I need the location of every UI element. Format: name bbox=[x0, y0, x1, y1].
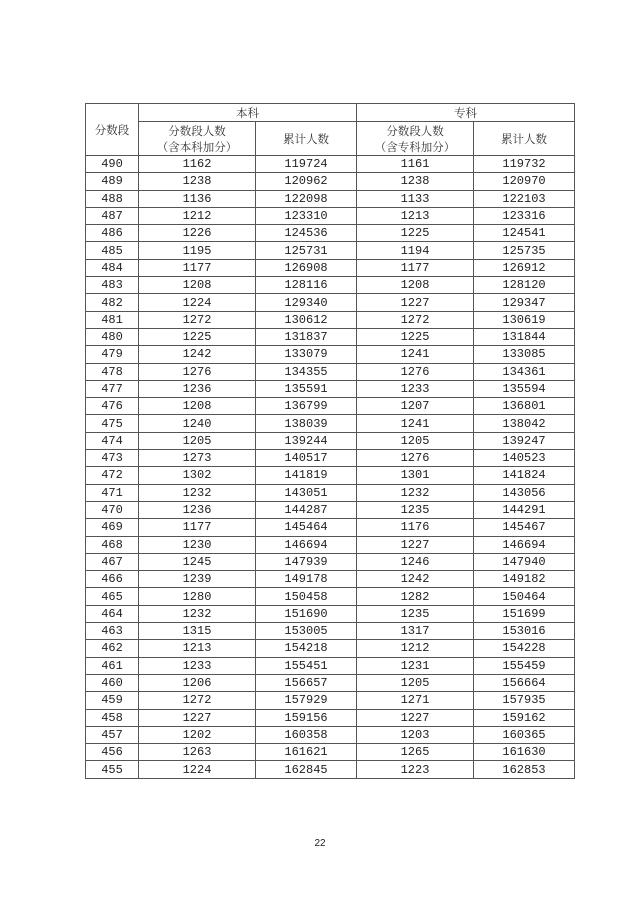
table-row bbox=[86, 519, 575, 536]
zhuanke-cumulative-cell: 130619 bbox=[474, 311, 575, 328]
benke-cumulative-cell: 134355 bbox=[256, 363, 357, 380]
benke-cumulative-cell: 129340 bbox=[256, 294, 357, 311]
zhuanke-count-cell: 1317 bbox=[357, 623, 474, 640]
table-row bbox=[86, 432, 575, 449]
score-cell: 488 bbox=[86, 190, 139, 207]
zhuanke-cumulative-cell: 135594 bbox=[474, 380, 575, 397]
benke-cumulative-cell: 147939 bbox=[256, 553, 357, 570]
header-score-band: 分数段 bbox=[86, 104, 139, 156]
benke-count-cell: 1272 bbox=[139, 311, 256, 328]
benke-count-cell: 1232 bbox=[139, 484, 256, 501]
zhuanke-cumulative-cell: 159162 bbox=[474, 709, 575, 726]
benke-count-cell: 1272 bbox=[139, 692, 256, 709]
benke-count-cell: 1233 bbox=[139, 657, 256, 674]
table-row bbox=[86, 744, 575, 761]
benke-count-cell: 1276 bbox=[139, 363, 256, 380]
benke-cumulative-cell: 150458 bbox=[256, 588, 357, 605]
score-cell: 456 bbox=[86, 744, 139, 761]
table-row bbox=[86, 242, 575, 259]
benke-count-cell: 1212 bbox=[139, 207, 256, 224]
score-cell: 490 bbox=[86, 156, 139, 173]
score-cell: 473 bbox=[86, 450, 139, 467]
zhuanke-count-cell: 1225 bbox=[357, 328, 474, 345]
benke-cumulative-cell: 139244 bbox=[256, 432, 357, 449]
zhuanke-cumulative-cell: 144291 bbox=[474, 501, 575, 518]
benke-count-cell: 1195 bbox=[139, 242, 256, 259]
score-cell: 463 bbox=[86, 623, 139, 640]
benke-count-cell: 1162 bbox=[139, 156, 256, 173]
table-row bbox=[86, 398, 575, 415]
score-cell: 479 bbox=[86, 346, 139, 363]
benke-count-cell: 1224 bbox=[139, 294, 256, 311]
zhuanke-cumulative-cell: 155459 bbox=[474, 657, 575, 674]
benke-count-cell: 1136 bbox=[139, 190, 256, 207]
benke-count-cell: 1177 bbox=[139, 259, 256, 276]
benke-cumulative-cell: 119724 bbox=[256, 156, 357, 173]
table-row bbox=[86, 173, 575, 190]
score-cell: 470 bbox=[86, 501, 139, 518]
benke-cumulative-cell: 157929 bbox=[256, 692, 357, 709]
table-row bbox=[86, 588, 575, 605]
benke-count-cell: 1236 bbox=[139, 380, 256, 397]
zhuanke-count-cell: 1194 bbox=[357, 242, 474, 259]
header-zhuanke-count-label: 分数段人数 bbox=[386, 123, 444, 138]
benke-cumulative-cell: 155451 bbox=[256, 657, 357, 674]
score-cell: 480 bbox=[86, 328, 139, 345]
zhuanke-cumulative-cell: 140523 bbox=[474, 450, 575, 467]
zhuanke-count-cell: 1208 bbox=[357, 277, 474, 294]
zhuanke-cumulative-cell: 154228 bbox=[474, 640, 575, 657]
benke-count-cell: 1245 bbox=[139, 553, 256, 570]
benke-count-cell: 1226 bbox=[139, 225, 256, 242]
table-row bbox=[86, 311, 575, 328]
benke-cumulative-cell: 135591 bbox=[256, 380, 357, 397]
zhuanke-count-cell: 1276 bbox=[357, 363, 474, 380]
benke-count-cell: 1205 bbox=[139, 432, 256, 449]
zhuanke-cumulative-cell: 150464 bbox=[474, 588, 575, 605]
zhuanke-count-cell: 1282 bbox=[357, 588, 474, 605]
score-cell: 482 bbox=[86, 294, 139, 311]
table-row bbox=[86, 277, 575, 294]
header-benke-count bbox=[139, 122, 256, 156]
zhuanke-cumulative-cell: 160365 bbox=[474, 726, 575, 743]
score-cell: 489 bbox=[86, 173, 139, 190]
zhuanke-count-cell: 1207 bbox=[357, 398, 474, 415]
zhuanke-cumulative-cell: 145467 bbox=[474, 519, 575, 536]
zhuanke-cumulative-cell: 162853 bbox=[474, 761, 575, 778]
score-cell: 487 bbox=[86, 207, 139, 224]
score-cell: 462 bbox=[86, 640, 139, 657]
table-row bbox=[86, 657, 575, 674]
zhuanke-cumulative-cell: 141824 bbox=[474, 467, 575, 484]
zhuanke-cumulative-cell: 133085 bbox=[474, 346, 575, 363]
benke-cumulative-cell: 160358 bbox=[256, 726, 357, 743]
zhuanke-count-cell: 1232 bbox=[357, 484, 474, 501]
table-row bbox=[86, 692, 575, 709]
table-row bbox=[86, 225, 575, 242]
zhuanke-cumulative-cell: 119732 bbox=[474, 156, 575, 173]
table-body bbox=[86, 156, 575, 779]
score-cell: 461 bbox=[86, 657, 139, 674]
zhuanke-count-cell: 1231 bbox=[357, 657, 474, 674]
zhuanke-cumulative-cell: 143056 bbox=[474, 484, 575, 501]
table-row bbox=[86, 674, 575, 691]
benke-cumulative-cell: 162845 bbox=[256, 761, 357, 778]
benke-cumulative-cell: 144287 bbox=[256, 501, 357, 518]
zhuanke-cumulative-cell: 124541 bbox=[474, 225, 575, 242]
table-row bbox=[86, 346, 575, 363]
benke-cumulative-cell: 136799 bbox=[256, 398, 357, 415]
benke-cumulative-cell: 153005 bbox=[256, 623, 357, 640]
benke-cumulative-cell: 124536 bbox=[256, 225, 357, 242]
zhuanke-count-cell: 1225 bbox=[357, 225, 474, 242]
table-row bbox=[86, 605, 575, 622]
benke-count-cell: 1177 bbox=[139, 519, 256, 536]
zhuanke-cumulative-cell: 136801 bbox=[474, 398, 575, 415]
benke-cumulative-cell: 149178 bbox=[256, 571, 357, 588]
benke-cumulative-cell: 151690 bbox=[256, 605, 357, 622]
score-cell: 472 bbox=[86, 467, 139, 484]
zhuanke-count-cell: 1276 bbox=[357, 450, 474, 467]
zhuanke-cumulative-cell: 151699 bbox=[474, 605, 575, 622]
benke-cumulative-cell: 143051 bbox=[256, 484, 357, 501]
table-row bbox=[86, 640, 575, 657]
zhuanke-count-cell: 1205 bbox=[357, 432, 474, 449]
zhuanke-count-cell: 1133 bbox=[357, 190, 474, 207]
header-zhuanke: 专科 bbox=[357, 104, 575, 122]
zhuanke-count-cell: 1235 bbox=[357, 605, 474, 622]
score-cell: 484 bbox=[86, 259, 139, 276]
score-cell: 459 bbox=[86, 692, 139, 709]
score-cell: 469 bbox=[86, 519, 139, 536]
header-benke-count-note: （含本科加分） bbox=[156, 139, 238, 154]
benke-cumulative-cell: 138039 bbox=[256, 415, 357, 432]
zhuanke-cumulative-cell: 138042 bbox=[474, 415, 575, 432]
score-cell: 477 bbox=[86, 380, 139, 397]
score-cell: 458 bbox=[86, 709, 139, 726]
zhuanke-cumulative-cell: 122103 bbox=[474, 190, 575, 207]
table-row bbox=[86, 156, 575, 173]
zhuanke-cumulative-cell: 125735 bbox=[474, 242, 575, 259]
benke-cumulative-cell: 120962 bbox=[256, 173, 357, 190]
header-benke-count-label: 分数段人数 bbox=[168, 123, 226, 138]
score-cell: 466 bbox=[86, 571, 139, 588]
benke-count-cell: 1202 bbox=[139, 726, 256, 743]
benke-cumulative-cell: 126908 bbox=[256, 259, 357, 276]
zhuanke-count-cell: 1227 bbox=[357, 536, 474, 553]
table-row bbox=[86, 467, 575, 484]
benke-cumulative-cell: 123310 bbox=[256, 207, 357, 224]
benke-count-cell: 1206 bbox=[139, 674, 256, 691]
benke-count-cell: 1208 bbox=[139, 398, 256, 415]
benke-cumulative-cell: 130612 bbox=[256, 311, 357, 328]
score-cell: 478 bbox=[86, 363, 139, 380]
zhuanke-count-cell: 1238 bbox=[357, 173, 474, 190]
table-row bbox=[86, 294, 575, 311]
benke-cumulative-cell: 161621 bbox=[256, 744, 357, 761]
table-row bbox=[86, 761, 575, 778]
benke-cumulative-cell: 140517 bbox=[256, 450, 357, 467]
table-row bbox=[86, 571, 575, 588]
zhuanke-cumulative-cell: 128120 bbox=[474, 277, 575, 294]
score-cell: 460 bbox=[86, 674, 139, 691]
table-row bbox=[86, 501, 575, 518]
table-row bbox=[86, 380, 575, 397]
table-row bbox=[86, 484, 575, 501]
score-cell: 457 bbox=[86, 726, 139, 743]
benke-count-cell: 1280 bbox=[139, 588, 256, 605]
zhuanke-cumulative-cell: 129347 bbox=[474, 294, 575, 311]
benke-count-cell: 1224 bbox=[139, 761, 256, 778]
zhuanke-cumulative-cell: 153016 bbox=[474, 623, 575, 640]
score-cell: 483 bbox=[86, 277, 139, 294]
benke-count-cell: 1225 bbox=[139, 328, 256, 345]
score-cell: 464 bbox=[86, 605, 139, 622]
score-cell: 471 bbox=[86, 484, 139, 501]
zhuanke-count-cell: 1177 bbox=[357, 259, 474, 276]
zhuanke-count-cell: 1213 bbox=[357, 207, 474, 224]
benke-cumulative-cell: 125731 bbox=[256, 242, 357, 259]
zhuanke-cumulative-cell: 161630 bbox=[474, 744, 575, 761]
score-cell: 465 bbox=[86, 588, 139, 605]
zhuanke-cumulative-cell: 146694 bbox=[474, 536, 575, 553]
benke-count-cell: 1227 bbox=[139, 709, 256, 726]
table-row bbox=[86, 726, 575, 743]
table-row bbox=[86, 363, 575, 380]
benke-count-cell: 1239 bbox=[139, 571, 256, 588]
table-row bbox=[86, 536, 575, 553]
benke-cumulative-cell: 159156 bbox=[256, 709, 357, 726]
zhuanke-cumulative-cell: 134361 bbox=[474, 363, 575, 380]
table-row bbox=[86, 709, 575, 726]
zhuanke-count-cell: 1176 bbox=[357, 519, 474, 536]
zhuanke-cumulative-cell: 156664 bbox=[474, 674, 575, 691]
benke-count-cell: 1236 bbox=[139, 501, 256, 518]
zhuanke-count-cell: 1233 bbox=[357, 380, 474, 397]
zhuanke-count-cell: 1161 bbox=[357, 156, 474, 173]
benke-cumulative-cell: 133079 bbox=[256, 346, 357, 363]
score-cell: 474 bbox=[86, 432, 139, 449]
zhuanke-count-cell: 1271 bbox=[357, 692, 474, 709]
header-zhuanke-cumulative: 累计人数 bbox=[474, 122, 575, 156]
zhuanke-cumulative-cell: 139247 bbox=[474, 432, 575, 449]
zhuanke-count-cell: 1272 bbox=[357, 311, 474, 328]
benke-cumulative-cell: 156657 bbox=[256, 674, 357, 691]
zhuanke-cumulative-cell: 157935 bbox=[474, 692, 575, 709]
table-row bbox=[86, 415, 575, 432]
benke-cumulative-cell: 122098 bbox=[256, 190, 357, 207]
zhuanke-count-cell: 1203 bbox=[357, 726, 474, 743]
score-cell: 468 bbox=[86, 536, 139, 553]
header-benke: 本科 bbox=[139, 104, 357, 122]
zhuanke-cumulative-cell: 131844 bbox=[474, 328, 575, 345]
table-row bbox=[86, 190, 575, 207]
benke-count-cell: 1232 bbox=[139, 605, 256, 622]
table-row bbox=[86, 259, 575, 276]
zhuanke-count-cell: 1205 bbox=[357, 674, 474, 691]
benke-count-cell: 1208 bbox=[139, 277, 256, 294]
zhuanke-cumulative-cell: 126912 bbox=[474, 259, 575, 276]
zhuanke-count-cell: 1227 bbox=[357, 709, 474, 726]
score-cell: 476 bbox=[86, 398, 139, 415]
benke-count-cell: 1315 bbox=[139, 623, 256, 640]
benke-count-cell: 1240 bbox=[139, 415, 256, 432]
zhuanke-count-cell: 1223 bbox=[357, 761, 474, 778]
score-cell: 486 bbox=[86, 225, 139, 242]
table-row bbox=[86, 623, 575, 640]
header-zhuanke-count bbox=[357, 122, 474, 156]
zhuanke-cumulative-cell: 147940 bbox=[474, 553, 575, 570]
benke-cumulative-cell: 145464 bbox=[256, 519, 357, 536]
table-row bbox=[86, 328, 575, 345]
benke-cumulative-cell: 154218 bbox=[256, 640, 357, 657]
benke-count-cell: 1238 bbox=[139, 173, 256, 190]
benke-count-cell: 1273 bbox=[139, 450, 256, 467]
table-row bbox=[86, 553, 575, 570]
zhuanke-cumulative-cell: 149182 bbox=[474, 571, 575, 588]
score-cell: 485 bbox=[86, 242, 139, 259]
table-row bbox=[86, 207, 575, 224]
benke-count-cell: 1230 bbox=[139, 536, 256, 553]
score-cell: 475 bbox=[86, 415, 139, 432]
benke-count-cell: 1263 bbox=[139, 744, 256, 761]
header-zhuanke-count-note: （含专科加分） bbox=[374, 139, 456, 154]
zhuanke-count-cell: 1265 bbox=[357, 744, 474, 761]
benke-cumulative-cell: 131837 bbox=[256, 328, 357, 345]
score-distribution-table bbox=[85, 103, 575, 779]
benke-cumulative-cell: 141819 bbox=[256, 467, 357, 484]
benke-count-cell: 1242 bbox=[139, 346, 256, 363]
score-cell: 467 bbox=[86, 553, 139, 570]
zhuanke-count-cell: 1227 bbox=[357, 294, 474, 311]
score-cell: 481 bbox=[86, 311, 139, 328]
benke-count-cell: 1302 bbox=[139, 467, 256, 484]
header-benke-cumulative: 累计人数 bbox=[256, 122, 357, 156]
benke-cumulative-cell: 128116 bbox=[256, 277, 357, 294]
table-row bbox=[86, 450, 575, 467]
zhuanke-count-cell: 1242 bbox=[357, 571, 474, 588]
benke-count-cell: 1213 bbox=[139, 640, 256, 657]
zhuanke-count-cell: 1241 bbox=[357, 346, 474, 363]
zhuanke-count-cell: 1246 bbox=[357, 553, 474, 570]
zhuanke-count-cell: 1212 bbox=[357, 640, 474, 657]
zhuanke-count-cell: 1235 bbox=[357, 501, 474, 518]
score-cell: 455 bbox=[86, 761, 139, 778]
zhuanke-count-cell: 1241 bbox=[357, 415, 474, 432]
zhuanke-count-cell: 1301 bbox=[357, 467, 474, 484]
benke-cumulative-cell: 146694 bbox=[256, 536, 357, 553]
zhuanke-cumulative-cell: 120970 bbox=[474, 173, 575, 190]
zhuanke-cumulative-cell: 123316 bbox=[474, 207, 575, 224]
page-number: 22 bbox=[314, 838, 326, 849]
